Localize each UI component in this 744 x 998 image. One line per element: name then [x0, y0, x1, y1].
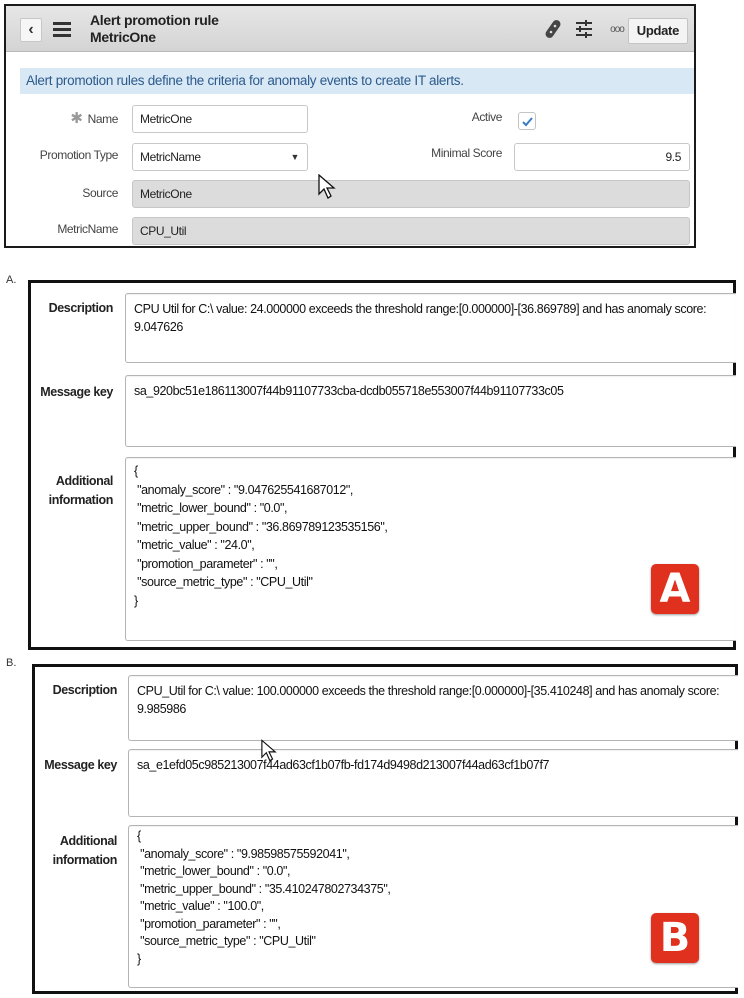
chevron-left-icon: ‹	[28, 21, 34, 38]
description-label: Description	[52, 683, 117, 697]
json-line: "metric_lower_bound" : "0.0",	[134, 501, 288, 515]
option-b-label: B.	[6, 657, 17, 669]
additional-information-field	[125, 457, 736, 641]
checkmark-icon	[521, 115, 534, 128]
form-header	[6, 6, 694, 52]
json-line: "metric_upper_bound" : "36.869789123535156",	[134, 519, 388, 534]
json-line: "anomaly_score" : "9.047625541687012",	[134, 482, 353, 497]
active-checkbox[interactable]	[518, 112, 536, 130]
option-b-badge: B	[651, 913, 699, 963]
required-icon: ✱	[70, 110, 83, 127]
promotion-type-label: Promotion Type	[39, 148, 118, 162]
json-line: {	[137, 829, 141, 843]
title-record-type: Alert promotion rule	[90, 12, 219, 28]
description-label: Description	[48, 301, 113, 315]
description-field: CPU_Util for C:\ value: 100.000000 exceeds the threshold range:[0.000000]-[35.410248] and has anomaly score: 9.985986	[128, 675, 738, 741]
minimal-score-input[interactable]: 9.5	[514, 143, 690, 171]
additional-information-label: Additional information	[48, 474, 113, 507]
json-line: }	[137, 951, 141, 966]
additional-information-field	[128, 825, 738, 988]
more-options-icon[interactable]: ooo	[610, 23, 624, 35]
json-line: "source_metric_type" : "CPU_Util"	[134, 575, 313, 589]
option-a-badge: A	[651, 564, 699, 614]
option-b-panel[interactable]	[32, 664, 738, 994]
metric-name-field: CPU_Util	[132, 217, 690, 245]
option-a-label: A.	[6, 274, 17, 286]
json-line: }	[134, 593, 138, 608]
paperclip-icon[interactable]	[544, 18, 562, 40]
json-line: "promotion_parameter" : "",	[134, 556, 278, 571]
hamburger-icon[interactable]	[53, 22, 71, 37]
sliders-icon[interactable]	[574, 18, 594, 40]
json-line: {	[134, 464, 138, 478]
mouse-cursor-icon	[261, 739, 277, 763]
minimal-score-label: Minimal Score	[431, 146, 502, 160]
name-label: ✱ Name	[70, 110, 118, 127]
message-key-field: sa_920bc51e186113007f44b91107733cba-dcdb055718e553007f44b91107733c05	[125, 375, 736, 447]
info-banner: Alert promotion rules define the criteria for anomaly events to create IT alerts.	[20, 68, 694, 94]
source-field: MetricOne	[132, 180, 690, 208]
back-button[interactable]	[20, 18, 42, 42]
active-label: Active	[471, 110, 502, 124]
mouse-cursor-icon	[318, 174, 336, 200]
dropdown-arrow-icon: ▼	[290, 152, 299, 162]
source-label: Source	[82, 186, 118, 200]
json-line: "metric_upper_bound" : "35.410247802734375",	[137, 881, 391, 896]
title-record-name: MetricOne	[90, 29, 156, 45]
json-line: "metric_value" : "100.0",	[137, 899, 264, 913]
json-line: "anomaly_score" : "9.98598575592041",	[137, 846, 350, 861]
json-line: "metric_value" : "24.0",	[134, 538, 255, 552]
additional-information-label: Additional information	[52, 834, 117, 867]
message-key-label: Message key	[40, 385, 113, 399]
promotion-type-select[interactable]: MetricName ▼	[132, 143, 308, 171]
json-line: "promotion_parameter" : "",	[137, 916, 281, 931]
json-line: "metric_lower_bound" : "0.0",	[137, 864, 291, 878]
metric-name-label: MetricName	[57, 222, 118, 236]
message-key-field: sa_e1efd05c985213007f44ad63cf1b07fb-fd174d9498d213007f44ad63cf1b07f7	[128, 749, 738, 817]
page-title	[90, 12, 219, 46]
description-field: CPU Util for C:\ value: 24.000000 exceeds the threshold range:[0.000000]-[36.869789] and has anomaly score: 9.047626	[125, 293, 736, 363]
alert-promotion-rule-form	[4, 4, 696, 248]
update-button[interactable]: Update	[628, 18, 688, 44]
message-key-label: Message key	[44, 758, 117, 772]
json-line: "source_metric_type" : "CPU_Util"	[137, 934, 316, 948]
name-input[interactable]: MetricOne	[132, 105, 308, 133]
option-a-panel[interactable]	[28, 280, 736, 650]
